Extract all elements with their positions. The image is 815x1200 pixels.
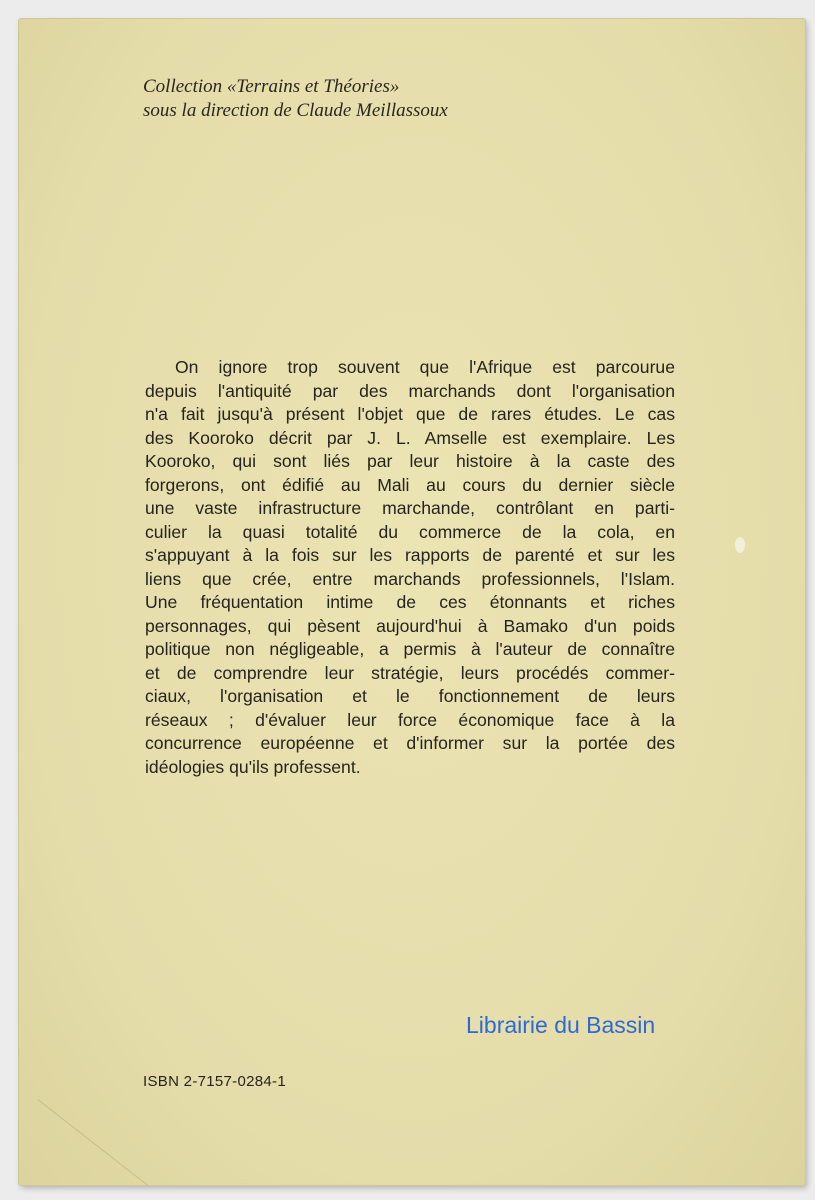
blurb-line: Une fréquentation intime de ces étonnants et riches xyxy=(145,592,675,612)
blurb-line: On ignore trop souvent que l'Afrique est parcourue xyxy=(175,357,675,377)
blurb-line: forgerons, ont édifié au Mali au cours du dernier siècle xyxy=(145,474,675,495)
corner-crease xyxy=(37,1099,148,1186)
blurb-line: politique non négligeable, a permis à l'auteur de connaître xyxy=(145,639,675,659)
bookseller-watermark: Librairie du Bassin xyxy=(466,1012,656,1038)
collection-title: Collection «Terrains et Théories» xyxy=(143,76,400,97)
blurb-line: une vaste infrastructure marchande, contrôlant en parti- xyxy=(145,498,675,518)
blurb-line: ciaux, l'organisation et le fonctionnement de leurs xyxy=(145,686,675,706)
blurb-line: s'appuyant à la fois sur les rapports de parenté et sur les xyxy=(145,545,675,565)
blurb-line: des Kooroko décrit par J. L. Amselle est exemplaire. Les xyxy=(145,427,675,448)
blurb-line: idéologies qu'ils professent. xyxy=(145,756,361,777)
blurb-line: réseaux ; d'évaluer leur force économique face à la xyxy=(145,709,675,730)
isbn-number: ISBN 2-7157-0284-1 xyxy=(143,1073,286,1090)
blurb-paragraph xyxy=(145,356,675,779)
blurb-line: et de comprendre leur stratégie, leurs procédés commer- xyxy=(145,662,675,683)
blurb-line: culier la quasi totalité du commerce de la cola, en xyxy=(145,521,675,542)
blurb-line: liens que crée, entre marchands professionnels, l'Islam. xyxy=(145,568,675,589)
collection-credit xyxy=(143,75,448,123)
cover-scuff-mark xyxy=(735,537,745,553)
blurb-line: Kooroko, qui sont liés par leur histoire à la caste des xyxy=(145,451,675,471)
blurb-line: depuis l'antiquité par des marchands dont l'organisation xyxy=(145,380,675,401)
blurb-line: personnages, qui pèsent aujourd'hui à Bamako d'un poids xyxy=(145,615,675,636)
collection-director: sous la direction de Claude Meillassoux xyxy=(143,100,448,121)
blurb-line: n'a fait jusqu'à présent l'objet que de rares études. Le cas xyxy=(145,404,675,424)
blurb-line: concurrence européenne et d'informer sur la portée des xyxy=(145,733,675,753)
